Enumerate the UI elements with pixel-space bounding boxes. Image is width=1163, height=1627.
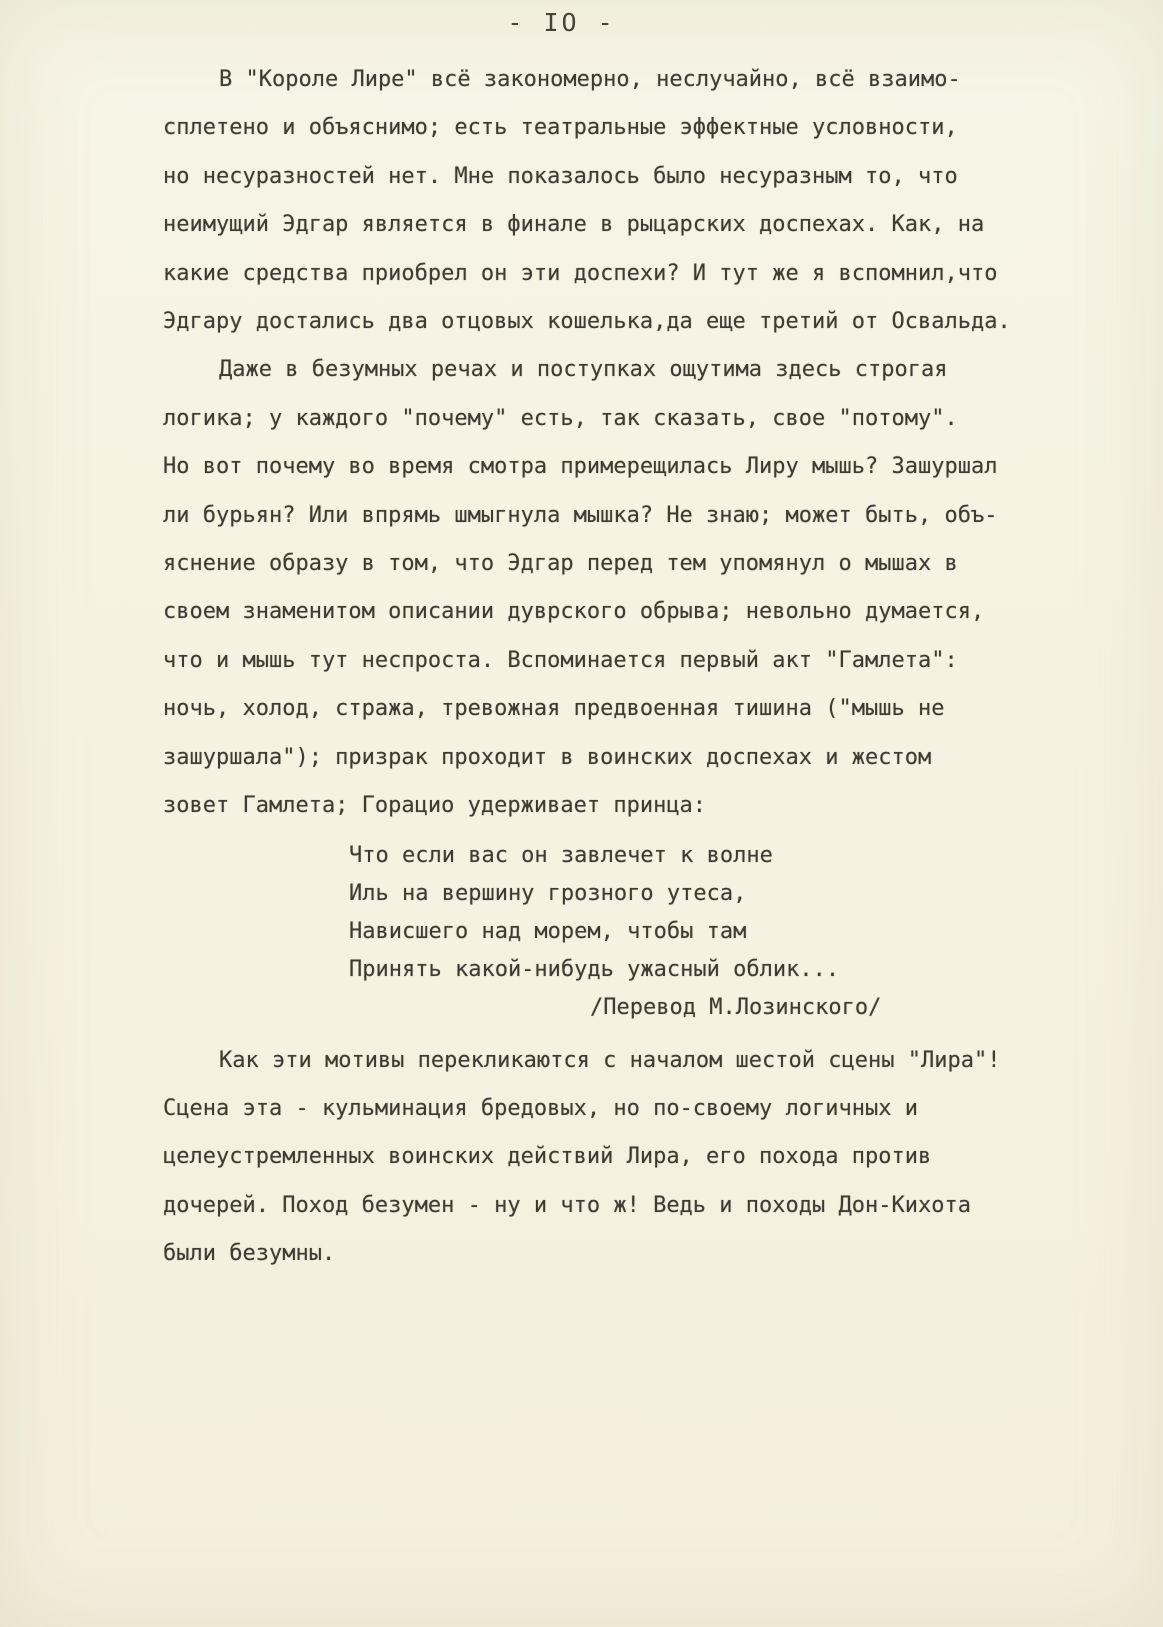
text-line: логика; у каждого "почему" есть, так сказать, свое "потому".	[163, 405, 958, 431]
verse-line: Принять какой-нибудь ужасный облик...	[349, 956, 840, 982]
text-line: дочерей. Поход безумен - ну и что ж! Ведь и походы Дон-Кихота	[163, 1192, 971, 1218]
text-line: своем знаменитом описании дуврского обрыва; невольно думается,	[163, 599, 985, 625]
text-line: Даже в безумных речах и поступках ощутима здесь строгая	[219, 357, 948, 383]
text-line: были безумны.	[163, 1241, 336, 1267]
page-number: - IO -	[507, 8, 616, 37]
essay-text	[163, 56, 1043, 1279]
text-line: зашуршала"); призрак проходит в воинских доспехах и жестом	[163, 744, 932, 770]
text-line: целеустремленных воинских действий Лира, его похода против	[163, 1144, 932, 1170]
text-line: неимущий Эдгар является в финале в рыцарских доспехах. Как, на	[163, 212, 985, 238]
text-line: Сцена эта - кульминация бредовых, но по-своему логичных и	[163, 1095, 918, 1121]
paragraph-lear-scene-six	[163, 1037, 1043, 1279]
verse-line: Нависшего над морем, чтобы там	[349, 918, 747, 944]
hamlet-quote-block	[349, 837, 1043, 1027]
verse-line: Иль на вершину грозного утеса,	[349, 880, 747, 906]
text-line: сплетено и объяснимо; есть театральные эффектные условности,	[163, 115, 958, 141]
translation-credit: /Перевод М.Лозинского/	[590, 994, 882, 1020]
verse-line: Что если вас он завлечет к волне	[349, 842, 773, 868]
text-line: В "Короле Лире" всё закономерно, неслучайно, всё взаимо-	[219, 67, 961, 92]
text-line: зовет Гамлета; Горацио удерживает принца:	[163, 793, 707, 819]
text-line: Эдгару достались два отцовых кошелька,да еще третий от Освальда.	[163, 309, 1011, 335]
text-line: что и мышь тут неспроста. Вспоминается первый акт "Гамлета":	[163, 647, 958, 673]
paragraph-king-lear-logic	[163, 56, 1043, 346]
text-line: какие средства приобрел он эти доспехи? И тут же я вспомнил,что	[163, 260, 998, 286]
text-line: но несуразностей нет. Мне показалось было несуразным то, что	[163, 163, 958, 189]
text-line: ночь, холод, стража, тревожная предвоенная тишина ("мышь не	[163, 696, 945, 722]
text-line: Но вот почему во время смотра примерещилась Лиру мышь? Зашуршал	[163, 454, 998, 480]
text-line: Как эти мотивы перекликаются с началом шестой сцены "Лира"!	[219, 1047, 1001, 1073]
text-line: яснение образу в том, что Эдгар перед тем упомянул о мышах в	[163, 551, 958, 577]
text-line: ли бурьян? Или впрямь шмыгнула мышка? Не знаю; может быть, объ-	[163, 502, 998, 528]
paragraph-mouse-hamlet	[163, 346, 1043, 830]
